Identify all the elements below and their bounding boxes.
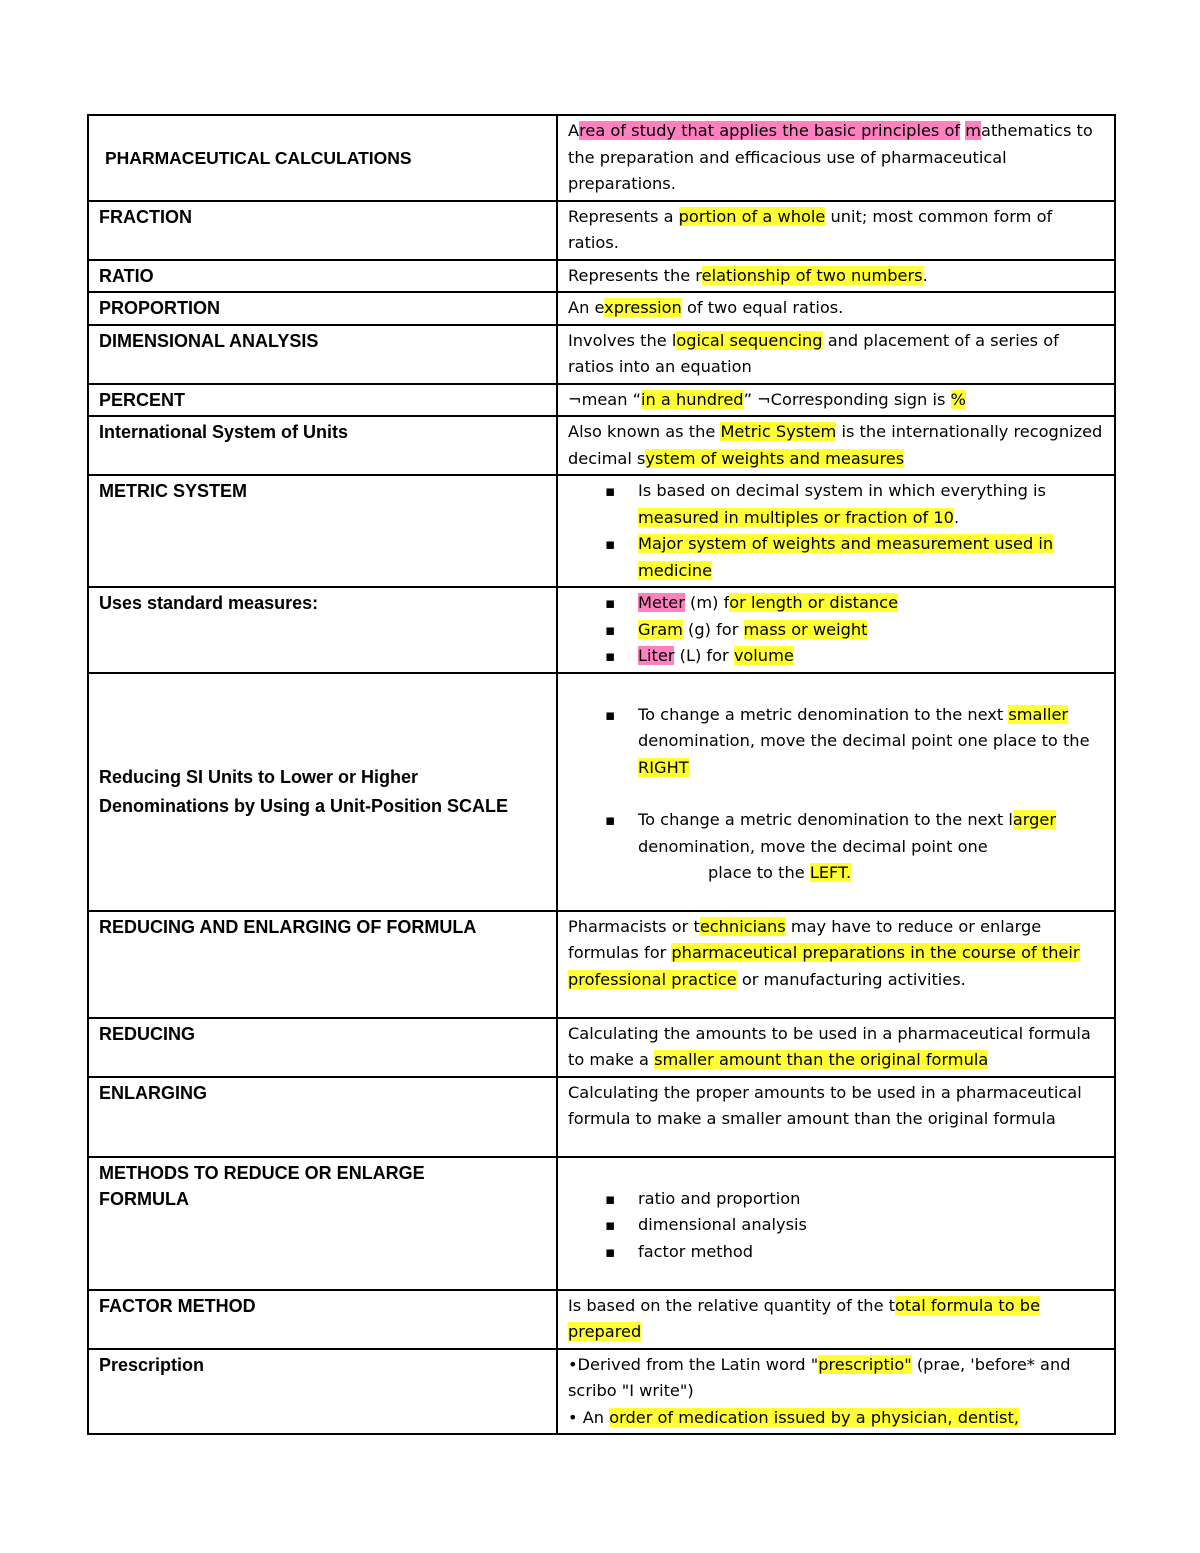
- term-cell: RATIO: [88, 260, 557, 293]
- text-run: factor method: [638, 1241, 754, 1261]
- highlighted-text: m: [965, 121, 982, 140]
- highlighted-text: otal formula to be prepared: [568, 1295, 1041, 1341]
- highlighted-text: Liter: [638, 646, 675, 665]
- list-item: [638, 1212, 1104, 1239]
- highlighted-text: smaller: [1008, 704, 1069, 724]
- table-row: [88, 1018, 1115, 1077]
- highlighted-text: order of medication issued by a physician, dentist,: [609, 1407, 1019, 1427]
- definition-cell: [557, 475, 1115, 587]
- term-cell: REDUCING: [88, 1018, 557, 1077]
- definition-cell: [557, 1077, 1115, 1157]
- highlighted-text: volume: [733, 646, 794, 665]
- definition-line: [568, 1352, 1104, 1405]
- table-row: [88, 292, 1115, 325]
- text-run: • An: [568, 1407, 610, 1427]
- definition-cell: [557, 260, 1115, 293]
- text-run: and placement of a series of ratios into an equation: [568, 330, 1059, 376]
- term-cell: FACTOR METHOD: [88, 1290, 557, 1349]
- text-run: Represents a: [568, 206, 679, 226]
- list-item: [638, 807, 1104, 860]
- list-item: [638, 531, 1104, 584]
- text-run: denomination, move the decimal point one: [638, 836, 988, 856]
- text-run: (g) for: [682, 619, 744, 639]
- table-row: [88, 1157, 1115, 1290]
- highlighted-text: xpression: [604, 298, 682, 317]
- text-run: .: [922, 265, 928, 285]
- term-cell: International System of Units: [88, 416, 557, 475]
- highlighted-text: RIGHT: [638, 757, 689, 777]
- text-run: Also known as the: [568, 422, 721, 441]
- table-row: [88, 260, 1115, 293]
- term-cell: REDUCING AND ENLARGING OF FORMULA: [88, 911, 557, 1018]
- list-item: [638, 590, 1104, 617]
- term-cell: Reducing SI Units to Lower or Higher Denominations by Using a Unit-Position SCALE: [88, 673, 557, 911]
- highlighted-text: Meter: [638, 593, 685, 612]
- table-row: [88, 325, 1115, 384]
- highlighted-text: portion of a whole: [678, 206, 826, 226]
- highlighted-text: LEFT.: [809, 863, 852, 882]
- term-cell: PERCENT: [88, 384, 557, 417]
- text-run: dimensional analysis: [638, 1215, 807, 1234]
- highlighted-text: elationship of two numbers: [701, 265, 923, 285]
- text-run: Involves the l: [568, 330, 677, 350]
- highlighted-text: arger: [1012, 810, 1057, 829]
- text-run: (m) f: [684, 593, 730, 612]
- highlighted-text: prescriptio": [818, 1354, 912, 1374]
- term-cell: ENLARGING: [88, 1077, 557, 1157]
- text-run: athematics to the preparation and efficacious use of pharmaceutical preparations.: [568, 121, 1093, 193]
- text-run: is the internationally recognized decimal s: [568, 422, 1103, 468]
- definition-cell: [557, 201, 1115, 260]
- definition-cell: [557, 384, 1115, 417]
- text-run: ratio and proportion: [638, 1188, 801, 1208]
- highlighted-text: mass or weight: [743, 619, 868, 639]
- table-row: [88, 115, 1115, 201]
- term-cell: PROPORTION: [88, 292, 557, 325]
- highlighted-text: Metric System: [720, 422, 837, 441]
- list-item: [638, 702, 1104, 782]
- table-row: [88, 673, 1115, 911]
- table-row: [88, 416, 1115, 475]
- highlighted-text: Major system of weights and measurement used in medicine: [638, 534, 1054, 580]
- text-run: .: [953, 507, 960, 527]
- table-row: [88, 911, 1115, 1018]
- definition-cell: [557, 1018, 1115, 1077]
- text-run: (prae, 'before* and scribo "I write"): [568, 1354, 1071, 1400]
- list-item: [638, 1186, 1104, 1213]
- text-run: or manufacturing activities.: [736, 969, 966, 989]
- text-run: unit; most common form of ratios.: [568, 206, 1053, 252]
- term-cell: Uses standard measures:: [88, 587, 557, 673]
- definition-cell: [557, 292, 1115, 325]
- list-item: [638, 643, 1104, 670]
- definition-cell: [557, 911, 1115, 1018]
- text-run: Represents the r: [568, 265, 702, 285]
- definition-cell: [557, 115, 1115, 201]
- term-cell: METHODS TO REDUCE OR ENLARGE FORMULA: [88, 1157, 557, 1290]
- definition-cell: [557, 587, 1115, 673]
- highlighted-text: in a hundred: [641, 389, 744, 409]
- bullet-list: [568, 1186, 1104, 1266]
- bullet-list: [568, 702, 1104, 861]
- highlighted-text: rea of study that applies the basic principles of: [579, 121, 961, 140]
- text-run: Calculating the amounts to be used in a pharmaceutical formula to make a: [568, 1023, 1091, 1069]
- bullet-list: [568, 590, 1104, 670]
- spacer: [568, 1160, 1104, 1186]
- text-run: Is based on decimal system in which everything is: [638, 481, 1046, 500]
- table-row: [88, 1290, 1115, 1349]
- table-row: [88, 1349, 1115, 1435]
- text-run: (L) for: [674, 646, 734, 665]
- text-run: An e: [568, 298, 605, 317]
- highlighted-text: pharmaceutical preparations in the course of their professional practice: [568, 943, 1080, 989]
- list-item: [638, 1239, 1104, 1266]
- list-item: [638, 617, 1104, 644]
- definition-cell: [557, 1290, 1115, 1349]
- text-run: Pharmacists or t: [568, 916, 700, 936]
- text-run: A: [568, 121, 580, 140]
- highlighted-text: Gram: [638, 619, 683, 639]
- bullet-list: [568, 478, 1104, 584]
- highlighted-text: ystem of weights and measures: [645, 448, 905, 468]
- table-row: [88, 475, 1115, 587]
- term-cell: FRACTION: [88, 201, 557, 260]
- spacer: [568, 676, 1104, 702]
- text-run: ” ¬Corresponding sign is: [743, 389, 951, 409]
- highlighted-text: smaller amount than the original formula: [654, 1050, 989, 1069]
- definitions-table: [87, 114, 1116, 1435]
- definition-cell: [557, 1349, 1115, 1435]
- definition-line: [568, 1405, 1104, 1432]
- definition-cell: [557, 1157, 1115, 1290]
- text-run: of two equal ratios.: [681, 298, 844, 317]
- text-run: ¬mean “: [568, 389, 642, 409]
- term-cell: Prescription: [88, 1349, 557, 1435]
- text-run: denomination, move the decimal point one place to the: [638, 731, 1090, 750]
- definition-cell: [557, 325, 1115, 384]
- text-run: To change a metric denomination to the next: [638, 704, 1009, 724]
- highlighted-text: ogical sequencing: [676, 330, 823, 350]
- table-row: [88, 384, 1115, 417]
- text-run: Calculating the proper amounts to be used in a pharmaceutical formula to make a smaller amount than the original formula: [568, 1082, 1082, 1128]
- text-run: •Derived from the Latin word ": [568, 1354, 819, 1374]
- table-row: [88, 201, 1115, 260]
- definition-cell: [557, 416, 1115, 475]
- highlighted-text: %: [950, 389, 966, 409]
- highlighted-text: or length or distance: [729, 593, 899, 612]
- text-run: Is based on the relative quantity of the t: [568, 1295, 896, 1315]
- highlighted-text: echnicians: [699, 916, 786, 936]
- term-cell: METRIC SYSTEM: [88, 475, 557, 587]
- list-item-continuation: [568, 860, 1104, 887]
- text-run: may have to reduce or enlarge formulas for: [568, 916, 1042, 962]
- table-row: [88, 1077, 1115, 1157]
- definition-cell: [557, 673, 1115, 911]
- text-run: place to the: [708, 863, 810, 882]
- highlighted-text: measured in multiples or fraction of 10: [638, 507, 954, 527]
- term-cell: PHARMACEUTICAL CALCULATIONS: [88, 115, 557, 201]
- list-item: [638, 478, 1104, 531]
- text-run: To change a metric denomination to the next l: [638, 810, 1013, 829]
- table-row: [88, 587, 1115, 673]
- term-cell: DIMENSIONAL ANALYSIS: [88, 325, 557, 384]
